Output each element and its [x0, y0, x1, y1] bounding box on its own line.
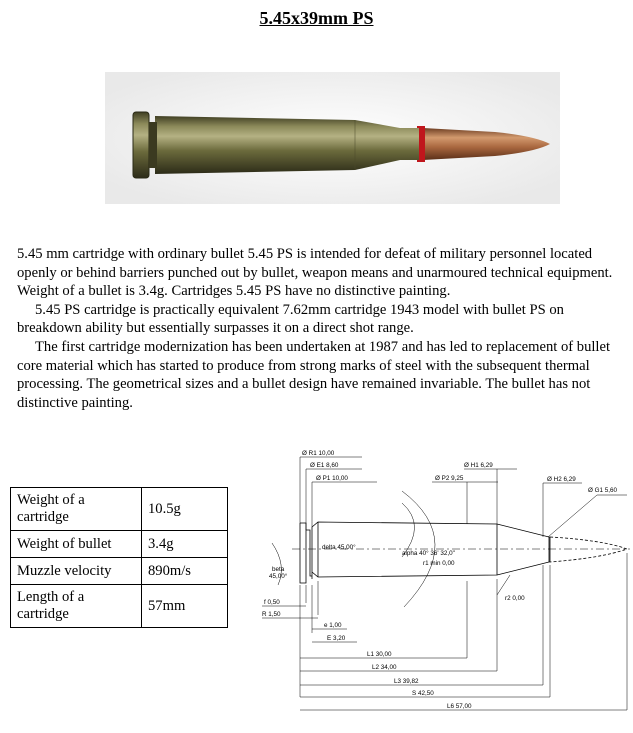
dim-h2: Ø H2 6,29 [547, 476, 576, 483]
spec-value: 10.5g [142, 488, 228, 531]
dim-alpha: alpha 40° 36' 32,0" [402, 550, 455, 557]
paragraph: 5.45 mm cartridge with ordinary bullet 5.45 PS is intended for defeat of military personnel located openly or behind barriers punched out by bullet, weapon means and unarmoured technical equipment. Weight of a bullet is 3.4g. Cartridges 5.45 PS have no distinctive painting. [17, 246, 613, 300]
page-title: 5.45x39mm PS [259, 8, 374, 28]
cartridge-photo [105, 72, 560, 204]
spec-value: 3.4g [142, 531, 228, 558]
spec-value: 57mm [142, 585, 228, 628]
paragraph: The first cartridge modernization has been undertaken at 1987 and has led to replacement of bullet core material which has started to produce from strong marks of steel with the subsequent thermal processing. The geometrical sizes and a bullet design have remained invariable. The bullet has not distinctive painting. [17, 338, 611, 411]
dim-e-large: E 3,20 [327, 635, 346, 642]
dim-h1: Ø H1 6,29 [464, 462, 493, 469]
dim-r2: r2 0,00 [505, 595, 525, 602]
description-text [17, 245, 617, 412]
dim-f: f 0,50 [264, 599, 280, 606]
dim-p2: Ø P2 9,25 [435, 475, 464, 482]
dim-e1: Ø E1 8,60 [310, 462, 339, 469]
specs-table [10, 487, 228, 628]
table-row [11, 531, 228, 558]
dim-g1: Ø G1 5,60 [588, 487, 618, 494]
dim-delta: delta 45,00° [322, 544, 356, 551]
dim-s: S 42,50 [412, 690, 434, 697]
dim-beta: beta [272, 566, 285, 573]
dim-p1: Ø P1 10,00 [316, 475, 348, 482]
spec-label: Muzzle velocity [11, 558, 142, 585]
table-row [11, 585, 228, 628]
dim-r1min: r1 min 0,00 [423, 560, 455, 567]
spec-label: Weight of a cartridge [11, 488, 142, 531]
dim-e: e 1,00 [324, 622, 342, 629]
dim-l2: L2 34,00 [372, 664, 397, 671]
spec-label: Length of a cartridge [11, 585, 142, 628]
paragraph: 5.45 PS cartridge is practically equivalent 7.62mm cartridge 1943 model with bullet PS on breakdown ability but essentially surpasses it on a direct shot range. [17, 301, 564, 337]
table-row [11, 488, 228, 531]
dim-beta-value: 45,00° [269, 573, 288, 580]
table-row [11, 558, 228, 585]
dim-l6: L6 57,00 [447, 703, 472, 710]
dim-r: R 1,50 [262, 611, 281, 618]
spec-label: Weight of bullet [11, 531, 142, 558]
spec-value: 890m/s [142, 558, 228, 585]
dim-r1: Ø R1 10,00 [302, 450, 335, 457]
cartridge-drawing [252, 445, 630, 729]
dim-l1: L1 30,00 [367, 651, 392, 658]
dim-l3: L3 39,82 [394, 678, 419, 685]
